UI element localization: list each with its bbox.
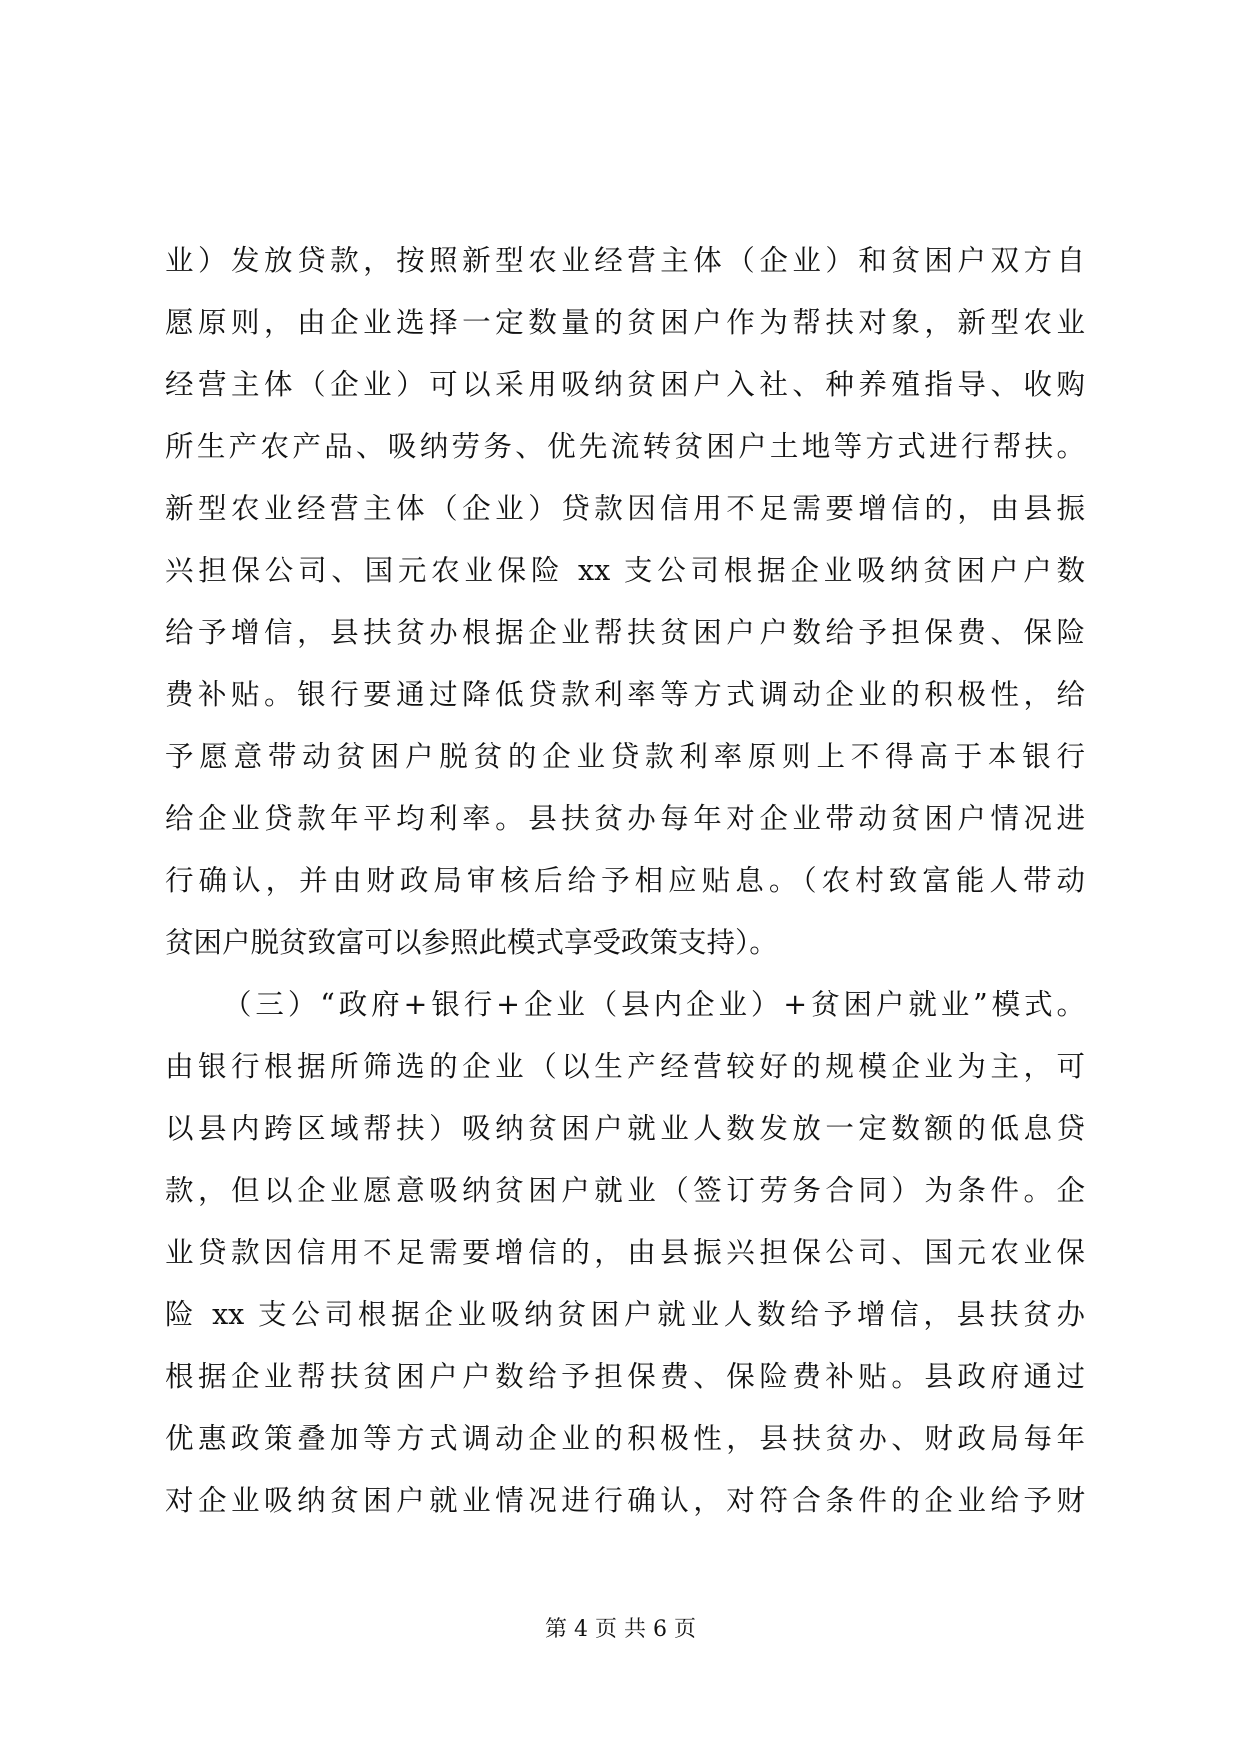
text-line: 款，但以企业愿意吸纳贫困户就业（签订劳务合同）为条件。企 [165,1174,1085,1207]
text-line: 险 xx 支公司根据企业吸纳贫困户就业人数给予增信，县扶贫办 [165,1298,1085,1331]
text-line: 所生产农产品、吸纳劳务、优先流转贫困户土地等方式进行帮扶。 [165,430,1085,463]
text-line: 业贷款因信用不足需要增信的，由县振兴担保公司、国元农业保 [165,1236,1085,1269]
text-line: 新型农业经营主体（企业）贷款因信用不足需要增信的，由县振 [165,492,1085,525]
text-line: 给企业贷款年平均利率。县扶贫办每年对企业带动贫困户情况进 [165,802,1085,835]
text-line: 经营主体（企业）可以采用吸纳贫困户入社、种养殖指导、收购 [165,368,1085,401]
text-line: 贫困户脱贫致富可以参照此模式享受政策支持）。 [165,926,778,959]
text-line: 对企业吸纳贫困户就业情况进行确认，对符合条件的企业给予财 [165,1484,1085,1517]
text-line: 由银行根据所筛选的企业（以生产经营较好的规模企业为主，可 [165,1050,1085,1083]
section-heading-line: （三）“政府+银行+企业（县内企业）+贫困户就业”模式。 [223,988,1085,1021]
text-line: 优惠政策叠加等方式调动企业的积极性，县扶贫办、财政局每年 [165,1422,1085,1455]
text-line: 兴担保公司、国元农业保险 xx 支公司根据企业吸纳贫困户户数 [165,554,1085,587]
text-line: 予愿意带动贫困户脱贫的企业贷款利率原则上不得高于本银行 [165,740,1085,773]
text-line: 费补贴。银行要通过降低贷款利率等方式调动企业的积极性，给 [165,678,1085,711]
page-number-footer: 第 4 页 共 6 页 [545,1617,696,1642]
text-line: 行确认，并由财政局审核后给予相应贴息。（农村致富能人带动 [165,864,1085,897]
text-line: 愿原则，由企业选择一定数量的贫困户作为帮扶对象，新型农业 [165,306,1085,339]
text-line: 给予增信，县扶贫办根据企业帮扶贫困户户数给予担保费、保险 [165,616,1085,649]
body-text [165,230,1085,1532]
text-line: 以县内跨区域帮扶）吸纳贫困户就业人数发放一定数额的低息贷 [165,1112,1085,1145]
text-line: 业）发放贷款，按照新型农业经营主体（企业）和贫困户双方自 [165,244,1085,277]
text-line: 根据企业帮扶贫困户户数给予担保费、保险费补贴。县政府通过 [165,1360,1085,1393]
